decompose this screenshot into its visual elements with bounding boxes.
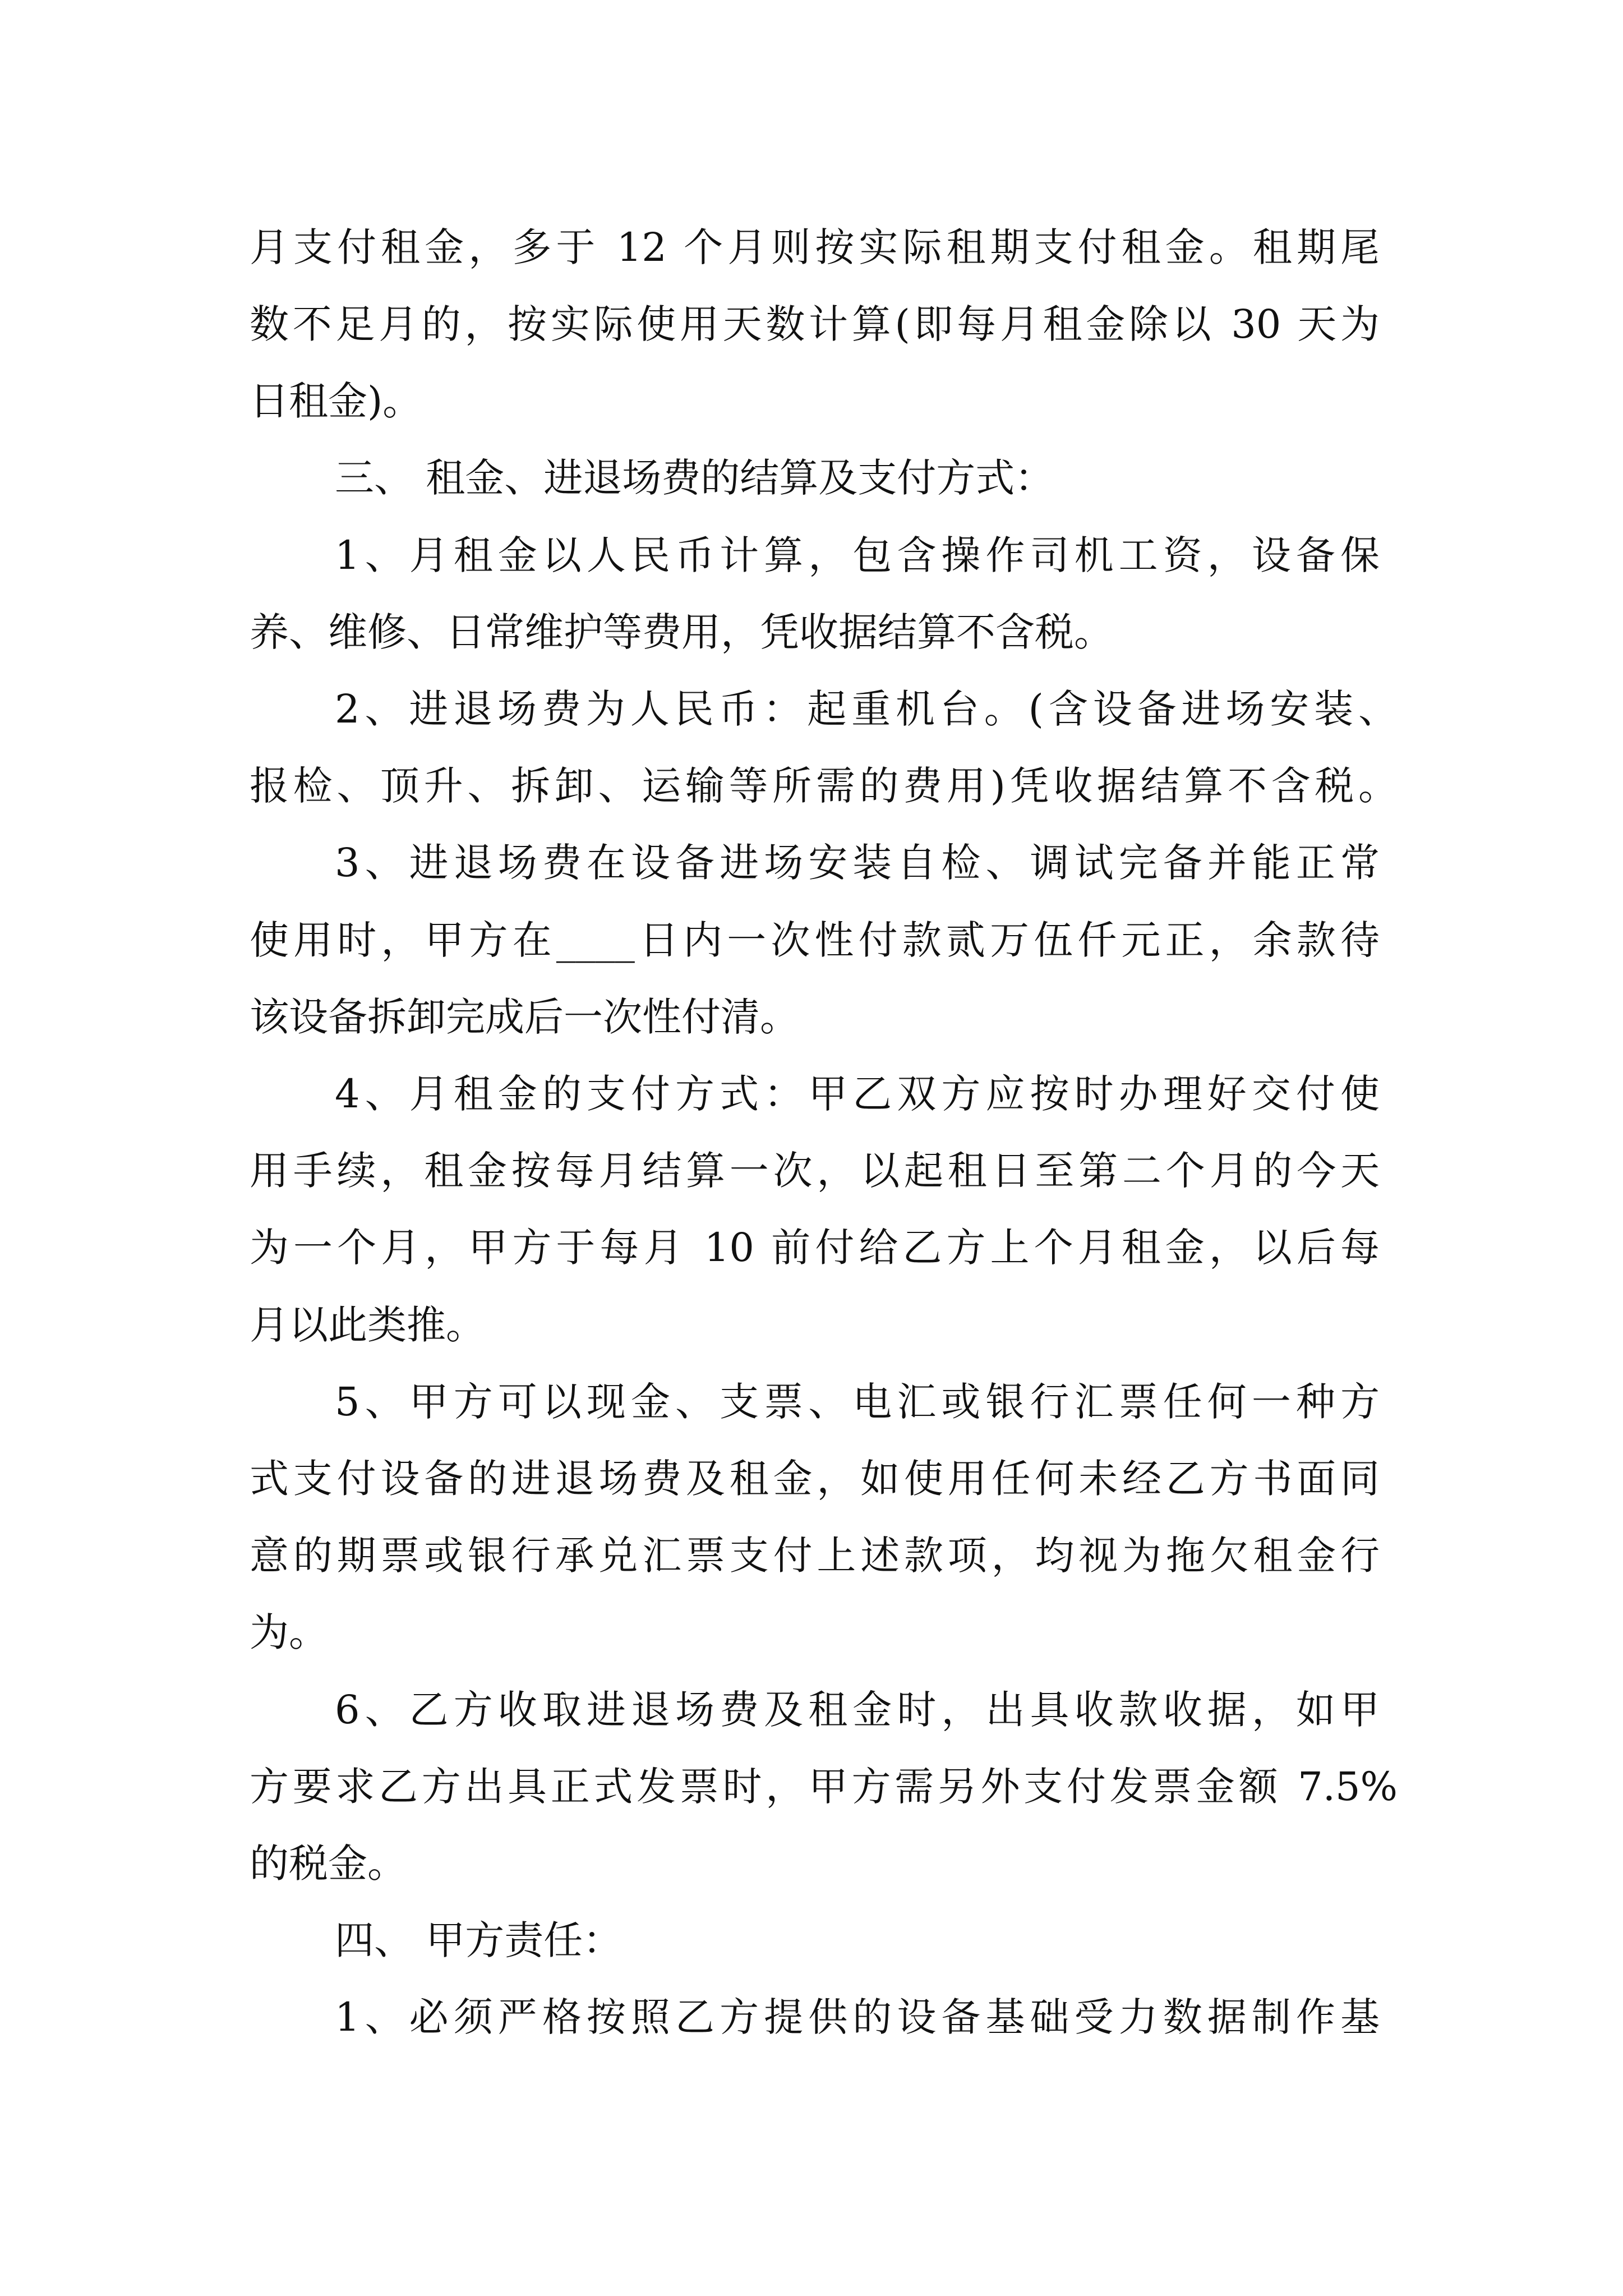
- paragraph-line: 数不足月的，按实际使用天数计算(即每月租金除以 30 天为: [250, 301, 1380, 347]
- paragraph-line: 6、乙方收取进退场费及租金时，出具收款收据，如甲: [335, 1687, 1380, 1733]
- paragraph-line: 的税金。: [250, 1841, 407, 1887]
- section-heading: 四、 甲方责任：: [335, 1917, 623, 1963]
- paragraph-line: 4、月租金的支付方式：甲乙双方应按时办理好交付使: [335, 1071, 1380, 1117]
- paragraph-line: 1、必须严格按照乙方提供的设备基础受力数据制作基: [335, 1994, 1380, 2040]
- paragraph-line: 报检、顶升、拆卸、运输等所需的费用)凭收据结算不含税。: [250, 763, 1398, 809]
- paragraph-line: 用手续，租金按每月结算一次，以起租日至第二个月的今天: [250, 1148, 1380, 1194]
- paragraph-line: 1、月租金以人民币计算，包含操作司机工资，设备保: [335, 532, 1380, 578]
- paragraph-line: 日租金)。: [250, 378, 422, 424]
- paragraph-line: 使用时，甲方在____日内一次性付款贰万伍仟元正，余款待: [250, 917, 1380, 963]
- paragraph-line: 式支付设备的进退场费及租金，如使用任何未经乙方书面同: [250, 1456, 1380, 1502]
- paragraph-line: 5、甲方可以现金、支票、电汇或银行汇票任何一种方: [335, 1379, 1380, 1425]
- section-heading: 三、 租金、进退场费的结算及支付方式：: [335, 455, 1054, 501]
- paragraph-line: 月支付租金，多于 12 个月则按实际租期支付租金。租期尾: [250, 224, 1380, 270]
- paragraph-line: 意的期票或银行承兑汇票支付上述款项，均视为拖欠租金行: [250, 1533, 1380, 1579]
- paragraph-line: 养、维修、日常维护等费用，凭收据结算不含税。: [250, 609, 1113, 655]
- paragraph-line: 2、进退场费为人民币：起重机台。(含设备进场安装、: [335, 686, 1398, 732]
- paragraph-line: 为。: [250, 1609, 328, 1655]
- paragraph-line: 3、进退场费在设备进场安装自检、调试完备并能正常: [335, 840, 1380, 886]
- paragraph-line: 月以此类推。: [250, 1302, 485, 1348]
- paragraph-line: 该设备拆卸完成后一次性付清。: [250, 994, 799, 1040]
- paragraph-line: 方要求乙方出具正式发票时，甲方需另外支付发票金额 7.5%: [250, 1764, 1398, 1810]
- paragraph-line: 为一个月，甲方于每月 10 前付给乙方上个月租金，以后每: [250, 1225, 1380, 1271]
